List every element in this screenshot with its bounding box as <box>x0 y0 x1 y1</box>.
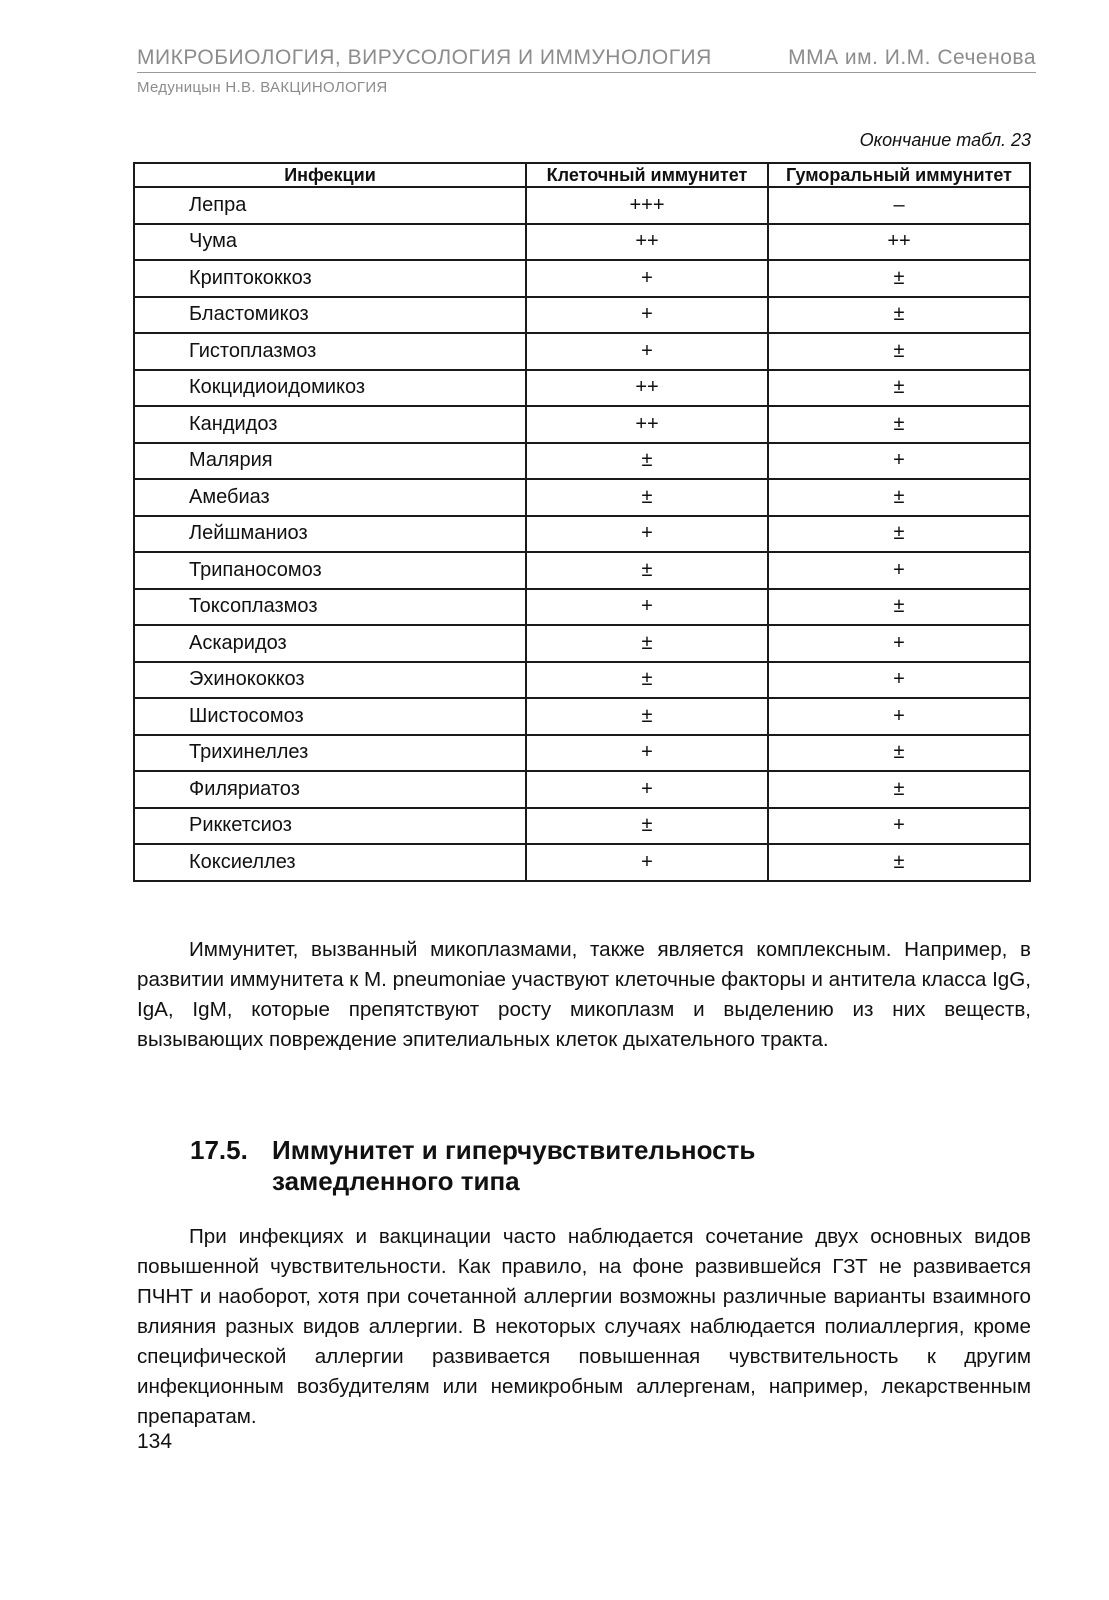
cell-humoral-immunity: ± <box>768 370 1030 407</box>
cell-infection: Трипаносомоз <box>134 552 526 589</box>
cell-humoral-immunity: ± <box>768 297 1030 334</box>
cell-cellular-immunity: + <box>526 589 768 626</box>
cell-cellular-immunity: + <box>526 260 768 297</box>
cell-infection: Токсоплазмоз <box>134 589 526 626</box>
cell-infection: Кандидоз <box>134 406 526 443</box>
table-row <box>134 808 1030 845</box>
paragraph-mycoplasma <box>137 935 1031 1055</box>
table-row <box>134 662 1030 699</box>
running-header <box>137 46 1036 96</box>
table-caption: Окончание табл. 23 <box>859 130 1031 150</box>
cell-humoral-immunity: ± <box>768 479 1030 516</box>
cell-humoral-immunity: ± <box>768 844 1030 881</box>
cell-humoral-immunity: ++ <box>768 224 1030 261</box>
cell-infection: Бластомикоз <box>134 297 526 334</box>
section-title-line2: замедленного типа <box>272 1166 520 1196</box>
table-row <box>134 844 1030 881</box>
table-row <box>134 625 1030 662</box>
cell-infection: Лепра <box>134 187 526 224</box>
paragraph-text: Иммунитет, вызванный микоплазмами, также является комплексным. Например, в развитии иммунитета к M. pneumoniae участвуют клеточные факторы и антитела класса IgG, IgA, IgM, которые препятствуют росту микоплазм и выделению из них веществ, вызывающих повреждение эпителиальных клеток дыхательного тракта. <box>137 938 1031 1051</box>
table-row <box>134 589 1030 626</box>
cell-cellular-immunity: + <box>526 771 768 808</box>
cell-infection: Гистоплазмоз <box>134 333 526 370</box>
cell-infection: Амебиаз <box>134 479 526 516</box>
table-row <box>134 187 1030 224</box>
paragraph-hypersensitivity <box>137 1222 1031 1432</box>
table-row <box>134 771 1030 808</box>
table-row <box>134 516 1030 553</box>
column-header-cellular: Клеточный иммунитет <box>526 163 768 187</box>
cell-cellular-immunity: ± <box>526 808 768 845</box>
table-row <box>134 224 1030 261</box>
column-header-humoral: Гуморальный иммунитет <box>768 163 1030 187</box>
section-number: 17.5. <box>190 1135 248 1165</box>
cell-cellular-immunity: ± <box>526 698 768 735</box>
cell-humoral-immunity: ± <box>768 516 1030 553</box>
cell-infection: Трихинеллез <box>134 735 526 772</box>
table-row <box>134 370 1030 407</box>
table-row <box>134 443 1030 480</box>
cell-humoral-immunity: – <box>768 187 1030 224</box>
cell-infection: Коксиеллез <box>134 844 526 881</box>
cell-infection: Эхинококкоз <box>134 662 526 699</box>
cell-infection: Риккетсиоз <box>134 808 526 845</box>
table-row <box>134 260 1030 297</box>
paragraph-text: При инфекциях и вакцинации часто наблюдается сочетание двух основных видов повышенной чувствительности. Как правило, на фоне развившейся ГЗТ не развивается ПЧНТ и наоборот, хотя при сочетанной аллергии возможны различные варианты взаимного влияния разных видов аллергии. В некоторых случаях наблюдается полиаллергия, кроме специфической аллергии развивается повышенная чувствительность к другим инфекционным возбудителям или немикробным аллергенам, например, лекарственным препаратам. <box>137 1225 1031 1428</box>
cell-cellular-immunity: ± <box>526 662 768 699</box>
cell-cellular-immunity: ++ <box>526 224 768 261</box>
cell-humoral-immunity: + <box>768 698 1030 735</box>
header-subtitle: Медуницын Н.В. ВАКЦИНОЛОГИЯ <box>137 79 388 96</box>
cell-cellular-immunity: + <box>526 516 768 553</box>
table-row <box>134 698 1030 735</box>
cell-infection: Аскаридоз <box>134 625 526 662</box>
cell-infection: Малярия <box>134 443 526 480</box>
immunity-table <box>133 162 1031 882</box>
cell-humoral-immunity: ± <box>768 589 1030 626</box>
cell-humoral-immunity: + <box>768 808 1030 845</box>
table-row <box>134 552 1030 589</box>
cell-cellular-immunity: ++ <box>526 370 768 407</box>
header-title-left: МИКРОБИОЛОГИЯ, ВИРУСОЛОГИЯ И ИММУНОЛОГИЯ <box>137 46 712 69</box>
cell-cellular-immunity: ± <box>526 552 768 589</box>
cell-humoral-immunity: ± <box>768 735 1030 772</box>
table-row <box>134 297 1030 334</box>
header-title-right: ММА им. И.М. Сеченова <box>788 46 1036 69</box>
cell-humoral-immunity: ± <box>768 771 1030 808</box>
cell-cellular-immunity: + <box>526 844 768 881</box>
table-row <box>134 406 1030 443</box>
cell-infection: Филяриатоз <box>134 771 526 808</box>
column-header-infections: Инфекции <box>134 163 526 187</box>
cell-infection: Чума <box>134 224 526 261</box>
table-row <box>134 479 1030 516</box>
cell-cellular-immunity: + <box>526 735 768 772</box>
cell-humoral-immunity: ± <box>768 333 1030 370</box>
cell-infection: Криптококкоз <box>134 260 526 297</box>
cell-cellular-immunity: ++ <box>526 406 768 443</box>
cell-cellular-immunity: + <box>526 333 768 370</box>
cell-humoral-immunity: + <box>768 662 1030 699</box>
table-header-row <box>134 163 1030 187</box>
header-line <box>137 46 1036 73</box>
cell-cellular-immunity: + <box>526 297 768 334</box>
cell-humoral-immunity: + <box>768 443 1030 480</box>
section-title-line1: Иммунитет и гиперчувствительность <box>272 1135 756 1165</box>
table-row <box>134 735 1030 772</box>
cell-humoral-immunity: ± <box>768 260 1030 297</box>
cell-humoral-immunity: + <box>768 552 1030 589</box>
cell-infection: Шистосомоз <box>134 698 526 735</box>
cell-cellular-immunity: ± <box>526 443 768 480</box>
section-heading <box>190 1135 755 1197</box>
cell-infection: Лейшманиоз <box>134 516 526 553</box>
cell-humoral-immunity: ± <box>768 406 1030 443</box>
page-number: 134 <box>137 1430 173 1453</box>
cell-cellular-immunity: ± <box>526 625 768 662</box>
table-row <box>134 333 1030 370</box>
cell-cellular-immunity: +++ <box>526 187 768 224</box>
cell-humoral-immunity: + <box>768 625 1030 662</box>
cell-cellular-immunity: ± <box>526 479 768 516</box>
cell-infection: Кокцидиоидомикоз <box>134 370 526 407</box>
